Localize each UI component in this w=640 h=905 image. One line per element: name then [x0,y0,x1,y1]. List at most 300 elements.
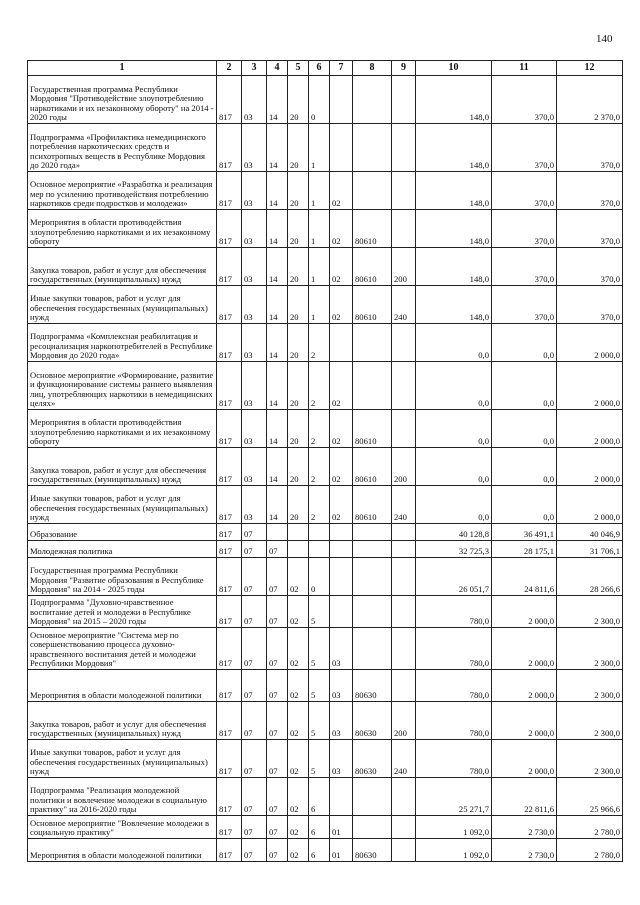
gr-code-cell: 817 [217,124,242,172]
table-row [28,248,623,286]
amount-col12-cell: 25 966,6 [557,778,623,816]
expense-type-cell [392,596,416,628]
row-name-cell: Мероприятия в области противодействия злоупотреблению наркотиками и их незаконному обороту [28,410,217,448]
amount-col11-cell: 370,0 [492,172,557,210]
expense-type-cell [392,362,416,410]
gr-code-cell: 817 [217,702,242,740]
gr-code-cell: 817 [217,286,242,324]
program-code-cell: 02 [288,558,309,596]
subsection-code-cell: 07 [267,541,288,558]
amount-col10-cell: 780,0 [416,628,492,670]
section-code-cell: 07 [242,670,267,702]
expense-type-cell [392,541,416,558]
table-row [28,210,623,248]
direction-code-cell [353,596,392,628]
expense-type-cell: 240 [392,286,416,324]
amount-col11-cell: 0,0 [492,362,557,410]
col-header: 12 [557,61,623,76]
direction-code-cell [353,324,392,362]
expense-type-cell [392,778,416,816]
amount-col10-cell: 0,0 [416,486,492,524]
row-name-cell: Основное мероприятие "Система мер по совершенствованию процесса духовно-нравственного воспитания детей и молодежи Республики Мордовия" [28,628,217,670]
row-name-cell: Государственная программа Республики Мордовия "Противодействие злоупотреблению наркотиками и их незаконному обороту" на 2014 - 2020 годы [28,76,217,124]
activity-code-cell: 03 [330,670,353,702]
section-code-cell: 07 [242,778,267,816]
direction-code-cell: 80610 [353,248,392,286]
amount-col10-cell: 25 271,7 [416,778,492,816]
amount-col11-cell: 2 730,0 [492,816,557,839]
activity-code-cell: 03 [330,740,353,778]
subprogram-code-cell: 1 [309,248,330,286]
amount-col11-cell: 0,0 [492,448,557,486]
col-header: 3 [242,61,267,76]
subsection-code-cell: 07 [267,740,288,778]
subprogram-code-cell: 5 [309,670,330,702]
section-code-cell: 07 [242,628,267,670]
table-row [28,286,623,324]
section-code-cell: 07 [242,839,267,862]
activity-code-cell: 02 [330,210,353,248]
amount-col12-cell: 2 300,0 [557,702,623,740]
expense-type-cell [392,816,416,839]
amount-col11-cell: 24 811,6 [492,558,557,596]
table-row [28,702,623,740]
amount-col12-cell: 2 780,0 [557,839,623,862]
program-code-cell: 02 [288,628,309,670]
section-code-cell: 03 [242,410,267,448]
gr-code-cell: 817 [217,541,242,558]
gr-code-cell: 817 [217,558,242,596]
section-code-cell: 07 [242,740,267,778]
row-name-cell: Основное мероприятие «Формирование, развитие и функционирование системы раннего выявления лиц, употребляющих наркотики в немедицинских целях» [28,362,217,410]
subsection-code-cell: 14 [267,324,288,362]
activity-code-cell: 02 [330,248,353,286]
amount-col10-cell: 0,0 [416,410,492,448]
gr-code-cell: 817 [217,362,242,410]
table-row [28,448,623,486]
expense-type-cell [392,324,416,362]
subsection-code-cell: 14 [267,76,288,124]
amount-col10-cell: 0,0 [416,362,492,410]
amount-col10-cell: 40 128,8 [416,524,492,541]
amount-col11-cell: 2 000,0 [492,702,557,740]
table-row [28,839,623,862]
subprogram-code-cell: 2 [309,324,330,362]
amount-col12-cell: 370,0 [557,286,623,324]
subprogram-code-cell: 5 [309,628,330,670]
activity-code-cell: 02 [330,172,353,210]
row-name-cell: Подпрограмма «Комплексная реабилитация и ресоциализация наркопотребителей в Республике Мордовия до 2020 года» [28,324,217,362]
gr-code-cell: 817 [217,628,242,670]
amount-col11-cell: 2 730,0 [492,839,557,862]
row-name-cell: Подпрограмма "Реализация молодежной политики и вовлечение молодежи в социальную практику" на 2016-2020 годы [28,778,217,816]
gr-code-cell: 817 [217,448,242,486]
amount-col10-cell: 1 092,0 [416,816,492,839]
amount-col10-cell: 780,0 [416,702,492,740]
gr-code-cell: 817 [217,740,242,778]
subsection-code-cell: 14 [267,362,288,410]
table-row [28,740,623,778]
row-name-cell: Молодежная политика [28,541,217,558]
subprogram-code-cell: 2 [309,486,330,524]
section-code-cell: 07 [242,541,267,558]
amount-col12-cell: 370,0 [557,210,623,248]
amount-col10-cell: 0,0 [416,324,492,362]
subsection-code-cell: 14 [267,210,288,248]
subprogram-code-cell: 1 [309,124,330,172]
activity-code-cell: 02 [330,486,353,524]
amount-col12-cell: 2 000,0 [557,362,623,410]
program-code-cell: 20 [288,210,309,248]
direction-code-cell [353,816,392,839]
row-name-cell: Основное мероприятие «Разработка и реализация мер по усилению противодействия потреблению наркотиков среди подростков и молодежи» [28,172,217,210]
section-code-cell: 03 [242,248,267,286]
activity-code-cell: 02 [330,448,353,486]
row-name-cell: Мероприятия в области молодежной политики [28,839,217,862]
direction-code-cell [353,362,392,410]
section-code-cell: 03 [242,124,267,172]
col-header: 10 [416,61,492,76]
amount-col11-cell: 0,0 [492,486,557,524]
program-code-cell: 20 [288,124,309,172]
row-name-cell: Подпрограмма «Профилактика немедицинского потребления наркотических средств и психотропных веществ в Республике Мордовия до 2020 года» [28,124,217,172]
gr-code-cell: 817 [217,76,242,124]
direction-code-cell: 80610 [353,486,392,524]
section-code-cell: 07 [242,596,267,628]
subsection-code-cell: 14 [267,124,288,172]
col-header: 7 [330,61,353,76]
activity-code-cell: 01 [330,816,353,839]
expense-type-cell: 200 [392,702,416,740]
table-row [28,628,623,670]
program-code-cell: 20 [288,362,309,410]
program-code-cell: 02 [288,740,309,778]
col-header: 6 [309,61,330,76]
table-row [28,486,623,524]
direction-code-cell [353,524,392,541]
subsection-code-cell: 07 [267,778,288,816]
table-row [28,362,623,410]
table-row [28,670,623,702]
activity-code-cell [330,778,353,816]
amount-col12-cell: 31 706,1 [557,541,623,558]
table-row [28,524,623,541]
amount-col10-cell: 780,0 [416,670,492,702]
expense-type-cell [392,124,416,172]
program-code-cell [288,541,309,558]
direction-code-cell: 80610 [353,448,392,486]
col-header: 1 [28,61,217,76]
row-name-cell: Основное мероприятие "Вовлечение молодежи в социальную практику" [28,816,217,839]
gr-code-cell: 817 [217,324,242,362]
expense-type-cell [392,524,416,541]
program-code-cell: 20 [288,448,309,486]
amount-col11-cell: 28 175,1 [492,541,557,558]
direction-code-cell [353,558,392,596]
expense-type-cell [392,628,416,670]
gr-code-cell: 817 [217,778,242,816]
activity-code-cell [330,76,353,124]
subprogram-code-cell: 5 [309,596,330,628]
subsection-code-cell: 07 [267,670,288,702]
subsection-code-cell: 14 [267,248,288,286]
amount-col10-cell: 148,0 [416,76,492,124]
activity-code-cell [330,124,353,172]
subsection-code-cell: 07 [267,628,288,670]
table-row [28,596,623,628]
amount-col10-cell: 148,0 [416,248,492,286]
amount-col10-cell: 26 051,7 [416,558,492,596]
activity-code-cell [330,541,353,558]
gr-code-cell: 817 [217,596,242,628]
expense-type-cell [392,210,416,248]
expense-type-cell: 200 [392,248,416,286]
amount-col12-cell: 2 000,0 [557,448,623,486]
amount-col11-cell: 370,0 [492,210,557,248]
subsection-code-cell: 07 [267,702,288,740]
row-name-cell: Государственная программа Республики Мордовия "Развитие образования в Республике Мордовия" на 2014 - 2025 годы [28,558,217,596]
table-row [28,778,623,816]
direction-code-cell: 80610 [353,410,392,448]
amount-col12-cell: 2 370,0 [557,76,623,124]
section-code-cell: 07 [242,524,267,541]
subsection-code-cell: 07 [267,839,288,862]
amount-col10-cell: 1 092,0 [416,839,492,862]
budget-table [27,60,623,862]
subprogram-code-cell: 1 [309,172,330,210]
program-code-cell: 20 [288,410,309,448]
amount-col12-cell: 2 000,0 [557,324,623,362]
gr-code-cell: 817 [217,486,242,524]
subsection-code-cell: 14 [267,286,288,324]
program-code-cell: 20 [288,286,309,324]
activity-code-cell: 03 [330,628,353,670]
amount-col11-cell: 2 000,0 [492,670,557,702]
subsection-code-cell: 14 [267,486,288,524]
subprogram-code-cell: 1 [309,210,330,248]
subprogram-code-cell: 6 [309,839,330,862]
amount-col12-cell: 2 300,0 [557,596,623,628]
subprogram-code-cell: 6 [309,778,330,816]
subsection-code-cell [267,524,288,541]
subsection-code-cell: 14 [267,172,288,210]
activity-code-cell: 01 [330,839,353,862]
section-code-cell: 03 [242,486,267,524]
expense-type-cell [392,76,416,124]
row-name-cell: Закупка товаров, работ и услуг для обеспечения государственных (муниципальных) нужд [28,248,217,286]
subprogram-code-cell: 2 [309,362,330,410]
amount-col12-cell: 370,0 [557,172,623,210]
expense-type-cell: 200 [392,448,416,486]
amount-col12-cell: 2 300,0 [557,740,623,778]
program-code-cell: 02 [288,596,309,628]
amount-col11-cell: 2 000,0 [492,596,557,628]
direction-code-cell: 80630 [353,740,392,778]
amount-col11-cell: 22 811,6 [492,778,557,816]
program-code-cell: 20 [288,172,309,210]
table-row [28,124,623,172]
amount-col12-cell: 2 300,0 [557,670,623,702]
expense-type-cell: 240 [392,740,416,778]
activity-code-cell [330,558,353,596]
program-code-cell: 02 [288,778,309,816]
amount-col10-cell: 148,0 [416,286,492,324]
table-row [28,76,623,124]
gr-code-cell: 817 [217,816,242,839]
subprogram-code-cell: 1 [309,286,330,324]
amount-col11-cell: 370,0 [492,248,557,286]
expense-type-cell [392,839,416,862]
amount-col12-cell: 370,0 [557,248,623,286]
amount-col11-cell: 0,0 [492,410,557,448]
amount-col12-cell: 2 000,0 [557,410,623,448]
direction-code-cell [353,628,392,670]
direction-code-cell: 80630 [353,702,392,740]
direction-code-cell: 80630 [353,839,392,862]
subsection-code-cell: 07 [267,558,288,596]
subprogram-code-cell: 0 [309,76,330,124]
amount-col10-cell: 148,0 [416,210,492,248]
activity-code-cell: 02 [330,286,353,324]
direction-code-cell [353,172,392,210]
expense-type-cell [392,172,416,210]
section-code-cell: 03 [242,76,267,124]
program-code-cell [288,524,309,541]
subprogram-code-cell [309,541,330,558]
gr-code-cell: 817 [217,172,242,210]
expense-type-cell [392,558,416,596]
row-name-cell: Иные закупки товаров, работ и услуг для обеспечения государственных (муниципальных) нужд [28,486,217,524]
col-header: 5 [288,61,309,76]
subprogram-code-cell: 2 [309,448,330,486]
direction-code-cell [353,76,392,124]
amount-col11-cell: 2 000,0 [492,628,557,670]
amount-col11-cell: 370,0 [492,76,557,124]
direction-code-cell: 80610 [353,210,392,248]
amount-col12-cell: 370,0 [557,124,623,172]
amount-col10-cell: 32 725,3 [416,541,492,558]
expense-type-cell [392,670,416,702]
section-code-cell: 03 [242,286,267,324]
gr-code-cell: 817 [217,839,242,862]
program-code-cell: 02 [288,702,309,740]
table-row [28,558,623,596]
table-row [28,541,623,558]
amount-col11-cell: 2 000,0 [492,740,557,778]
amount-col11-cell: 0,0 [492,324,557,362]
table-row [28,172,623,210]
activity-code-cell: 02 [330,410,353,448]
row-name-cell: Подпрограмма "Духовно-нравственное воспитание детей и молодежи в Республике Мордовия" на 2015 – 2020 годы [28,596,217,628]
program-code-cell: 02 [288,816,309,839]
amount-col11-cell: 370,0 [492,286,557,324]
subprogram-code-cell: 6 [309,816,330,839]
amount-col10-cell: 780,0 [416,596,492,628]
direction-code-cell [353,124,392,172]
program-code-cell: 02 [288,670,309,702]
activity-code-cell: 02 [330,362,353,410]
gr-code-cell: 817 [217,524,242,541]
section-code-cell: 07 [242,558,267,596]
amount-col11-cell: 36 491,1 [492,524,557,541]
section-code-cell: 03 [242,448,267,486]
section-code-cell: 03 [242,362,267,410]
gr-code-cell: 817 [217,410,242,448]
gr-code-cell: 817 [217,670,242,702]
subprogram-code-cell [309,524,330,541]
section-code-cell: 03 [242,172,267,210]
col-header: 9 [392,61,416,76]
row-name-cell: Иные закупки товаров, работ и услуг для обеспечения государственных (муниципальных) нужд [28,286,217,324]
amount-col12-cell: 40 046,9 [557,524,623,541]
amount-col10-cell: 780,0 [416,740,492,778]
subprogram-code-cell: 0 [309,558,330,596]
section-code-cell: 07 [242,816,267,839]
activity-code-cell [330,324,353,362]
subprogram-code-cell: 5 [309,740,330,778]
section-code-cell: 03 [242,210,267,248]
expense-type-cell: 240 [392,486,416,524]
subsection-code-cell: 14 [267,410,288,448]
program-code-cell: 20 [288,324,309,362]
program-code-cell: 20 [288,486,309,524]
direction-code-cell: 80610 [353,286,392,324]
section-code-cell: 07 [242,702,267,740]
amount-col10-cell: 148,0 [416,124,492,172]
direction-code-cell [353,541,392,558]
program-code-cell: 02 [288,839,309,862]
amount-col12-cell: 2 780,0 [557,816,623,839]
amount-col11-cell: 370,0 [492,124,557,172]
subsection-code-cell: 07 [267,816,288,839]
amount-col12-cell: 2 000,0 [557,486,623,524]
col-header: 8 [353,61,392,76]
amount-col12-cell: 2 300,0 [557,628,623,670]
amount-col10-cell: 0,0 [416,448,492,486]
subsection-code-cell: 14 [267,448,288,486]
header-row [28,61,623,76]
table-row [28,410,623,448]
col-header: 4 [267,61,288,76]
gr-code-cell: 817 [217,210,242,248]
activity-code-cell: 03 [330,702,353,740]
row-name-cell: Закупка товаров, работ и услуг для обеспечения государственных (муниципальных) нужд [28,448,217,486]
subsection-code-cell: 07 [267,596,288,628]
row-name-cell: Образование [28,524,217,541]
program-code-cell: 20 [288,248,309,286]
expense-type-cell [392,410,416,448]
amount-col10-cell: 148,0 [416,172,492,210]
direction-code-cell [353,778,392,816]
direction-code-cell: 80630 [353,670,392,702]
program-code-cell: 20 [288,76,309,124]
row-name-cell: Закупка товаров, работ и услуг для обеспечения государственных (муниципальных) нужд [28,702,217,740]
page-number: 140 [596,33,613,45]
row-name-cell: Иные закупки товаров, работ и услуг для обеспечения государственных (муниципальных) нужд [28,740,217,778]
gr-code-cell: 817 [217,248,242,286]
table-row [28,324,623,362]
subprogram-code-cell: 5 [309,702,330,740]
amount-col12-cell: 28 266,6 [557,558,623,596]
col-header: 2 [217,61,242,76]
activity-code-cell [330,596,353,628]
activity-code-cell [330,524,353,541]
table-row [28,816,623,839]
row-name-cell: Мероприятия в области молодежной политики [28,670,217,702]
row-name-cell: Мероприятия в области противодействия злоупотреблению наркотиками и их незаконному обороту [28,210,217,248]
subprogram-code-cell: 2 [309,410,330,448]
section-code-cell: 03 [242,324,267,362]
